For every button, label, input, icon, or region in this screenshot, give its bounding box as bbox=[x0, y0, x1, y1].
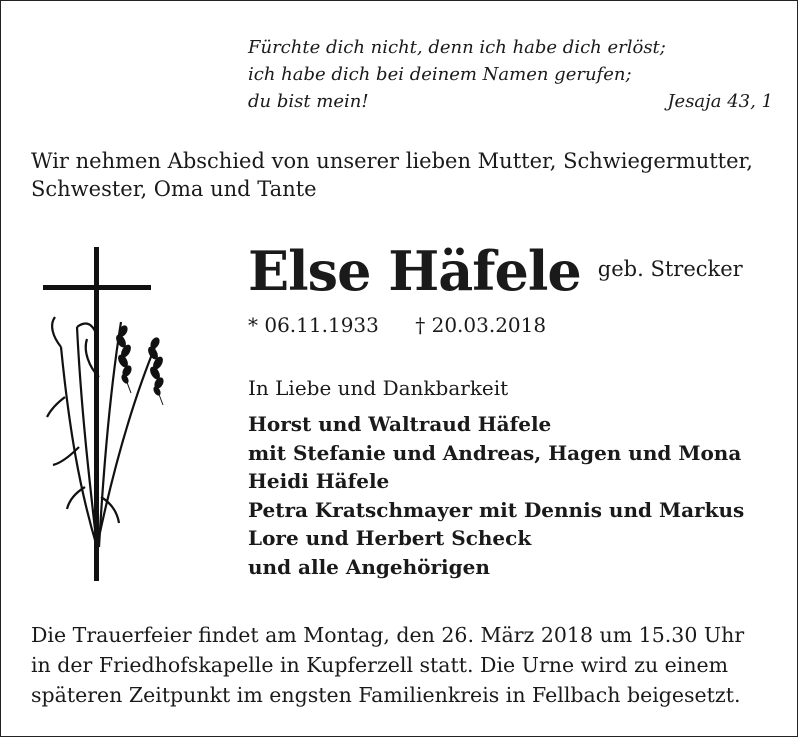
mourner-line: Horst und Waltraud Häfele bbox=[248, 412, 552, 436]
quote-line-1: Fürchte dich nicht, denn ich habe dich erlöst; bbox=[248, 37, 666, 58]
deceased-name: Else Häfele bbox=[248, 239, 581, 303]
mourners-list bbox=[248, 410, 744, 582]
mourner-line: und alle Angehörigen bbox=[248, 554, 490, 579]
bible-quote bbox=[248, 34, 773, 115]
mourner-line: Lore und Herbert Scheck bbox=[248, 526, 532, 551]
quote-reference: Jesaja 43, 1 bbox=[667, 91, 773, 112]
intro-line-1: Wir nehmen Abschied von unserer lieben Mutter, Schwiegermutter, bbox=[31, 149, 753, 173]
mourner-line: Petra Kratschmayer mit Dennis und Markus bbox=[248, 497, 745, 522]
farewell-intro bbox=[31, 147, 791, 203]
funeral-line-3: späteren Zeitpunkt im engsten Familienkreis in Fellbach beigesetzt. bbox=[31, 683, 741, 707]
life-dates bbox=[248, 313, 546, 337]
intro-line-2: Schwester, Oma und Tante bbox=[31, 177, 317, 201]
mourner-line: mit Stefanie und Andreas, Hagen und Mona bbox=[248, 440, 742, 465]
deceased-name-row bbox=[248, 239, 743, 303]
funeral-line-1: Die Trauerfeier findet am Montag, den 26. März 2018 um 15.30 Uhr bbox=[31, 623, 745, 647]
quote-line-2: ich habe dich bei deinem Namen gerufen; bbox=[248, 64, 632, 85]
birth-date: * 06.11.1933 bbox=[248, 313, 379, 337]
mourner-line: Heidi Häfele bbox=[248, 469, 390, 494]
funeral-line-2: in der Friedhofskapelle in Kupferzell statt. Die Urne wird zu einem bbox=[31, 653, 729, 677]
thanks-line: In Liebe und Dankbarkeit bbox=[248, 376, 509, 400]
quote-line-3: du bist mein! bbox=[248, 91, 369, 112]
funeral-details bbox=[31, 620, 796, 710]
cross-with-wheat-icon bbox=[39, 247, 169, 591]
death-date: † 20.03.2018 bbox=[415, 313, 547, 337]
birth-name: geb. Strecker bbox=[597, 257, 743, 281]
